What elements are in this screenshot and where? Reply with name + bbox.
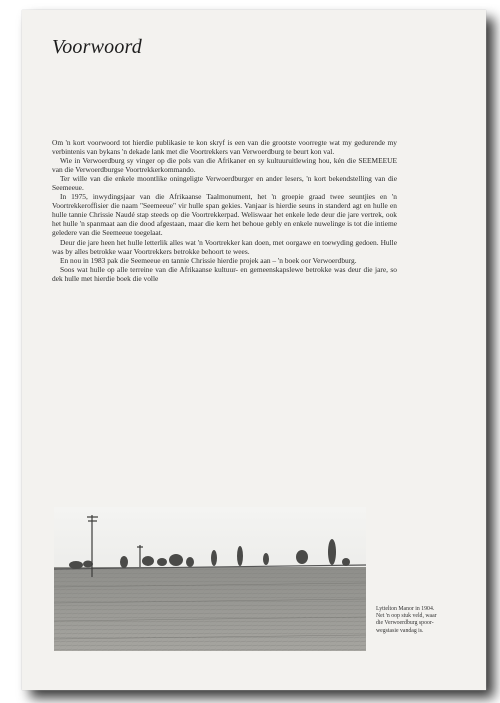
caption-line: Net 'n oop stuk veld, waar xyxy=(376,613,437,620)
field-photo-icon xyxy=(54,507,366,651)
caption-line: wegstasie vandag is. xyxy=(376,627,424,634)
landscape-photo xyxy=(54,507,366,651)
paragraph: Ter wille van die enkele moontlike oningeligte Verwoerdburger en ander lesers, 'n kort bekendstelling van die Seemeeue. xyxy=(52,174,397,193)
caption-line: Lyttelton Manor in 1904. xyxy=(376,606,435,612)
paragraph: En nou in 1983 pak die Seemeeue en tannie Chrissie hierdie projek aan – 'n boek oor Verwoerdburg. xyxy=(60,255,357,265)
paragraph: Om 'n kort voorwoord tot hierdie publikasie te kon skryf is een van die grootste voorregte wat my gedurende my verbintenis van bykans 'n dekade lank met die Voortrekkers van Verwoerdburg te beurt kon val. xyxy=(52,138,397,157)
caption-line: die Verwoerdburg spoor- xyxy=(376,620,434,627)
photo-caption xyxy=(376,606,476,635)
page-title: Voorwoord xyxy=(52,36,142,58)
paragraph: Soos wat hulle op alle terreine van die Afrikaanse kultuur- en gemeenskapslewe betrokke was deur die jare, so dek hulle met hierdie boek die volle xyxy=(52,264,397,283)
paragraph: Deur die jare heen het hulle letterlik alles wat 'n Voortrekker kan doen, met oorgawe en toewyding gedoen. Hulle was by alles betrokke waar Voortrekkers betrokke behoort te wees. xyxy=(52,237,397,256)
paragraph: In 1975, inwydingsjaar van die Afrikaanse Taalmonument, het 'n groepie graad twee seuntjies en 'n Voortrekkeroffisier die naam "Seemeeue" vir hulle span gekies. Vanjaar is hierdie seuns in standerd agt en hulle en hulle tannie Chrissie Naudé stap steeds op die Voortrekkerpad. Weliswaar het enkele lede deur die jare vertrek, ook het hulle 'n spanmaat aan die dood afgestaan, maar die kern het behoue gebly en enkele nuwelinge is tot die intieme geledere van die Seemeeue toegelaat. xyxy=(52,192,397,238)
body-text xyxy=(52,138,397,283)
book-page xyxy=(22,10,486,690)
paragraph: Wie in Verwoerdburg sy vinger op die pols van die Afrikaner en sy kultuuruitlewing hou, kén die SEEMEEUE van die Verwoerdburgse Voortrekkerkommando. xyxy=(52,156,397,175)
